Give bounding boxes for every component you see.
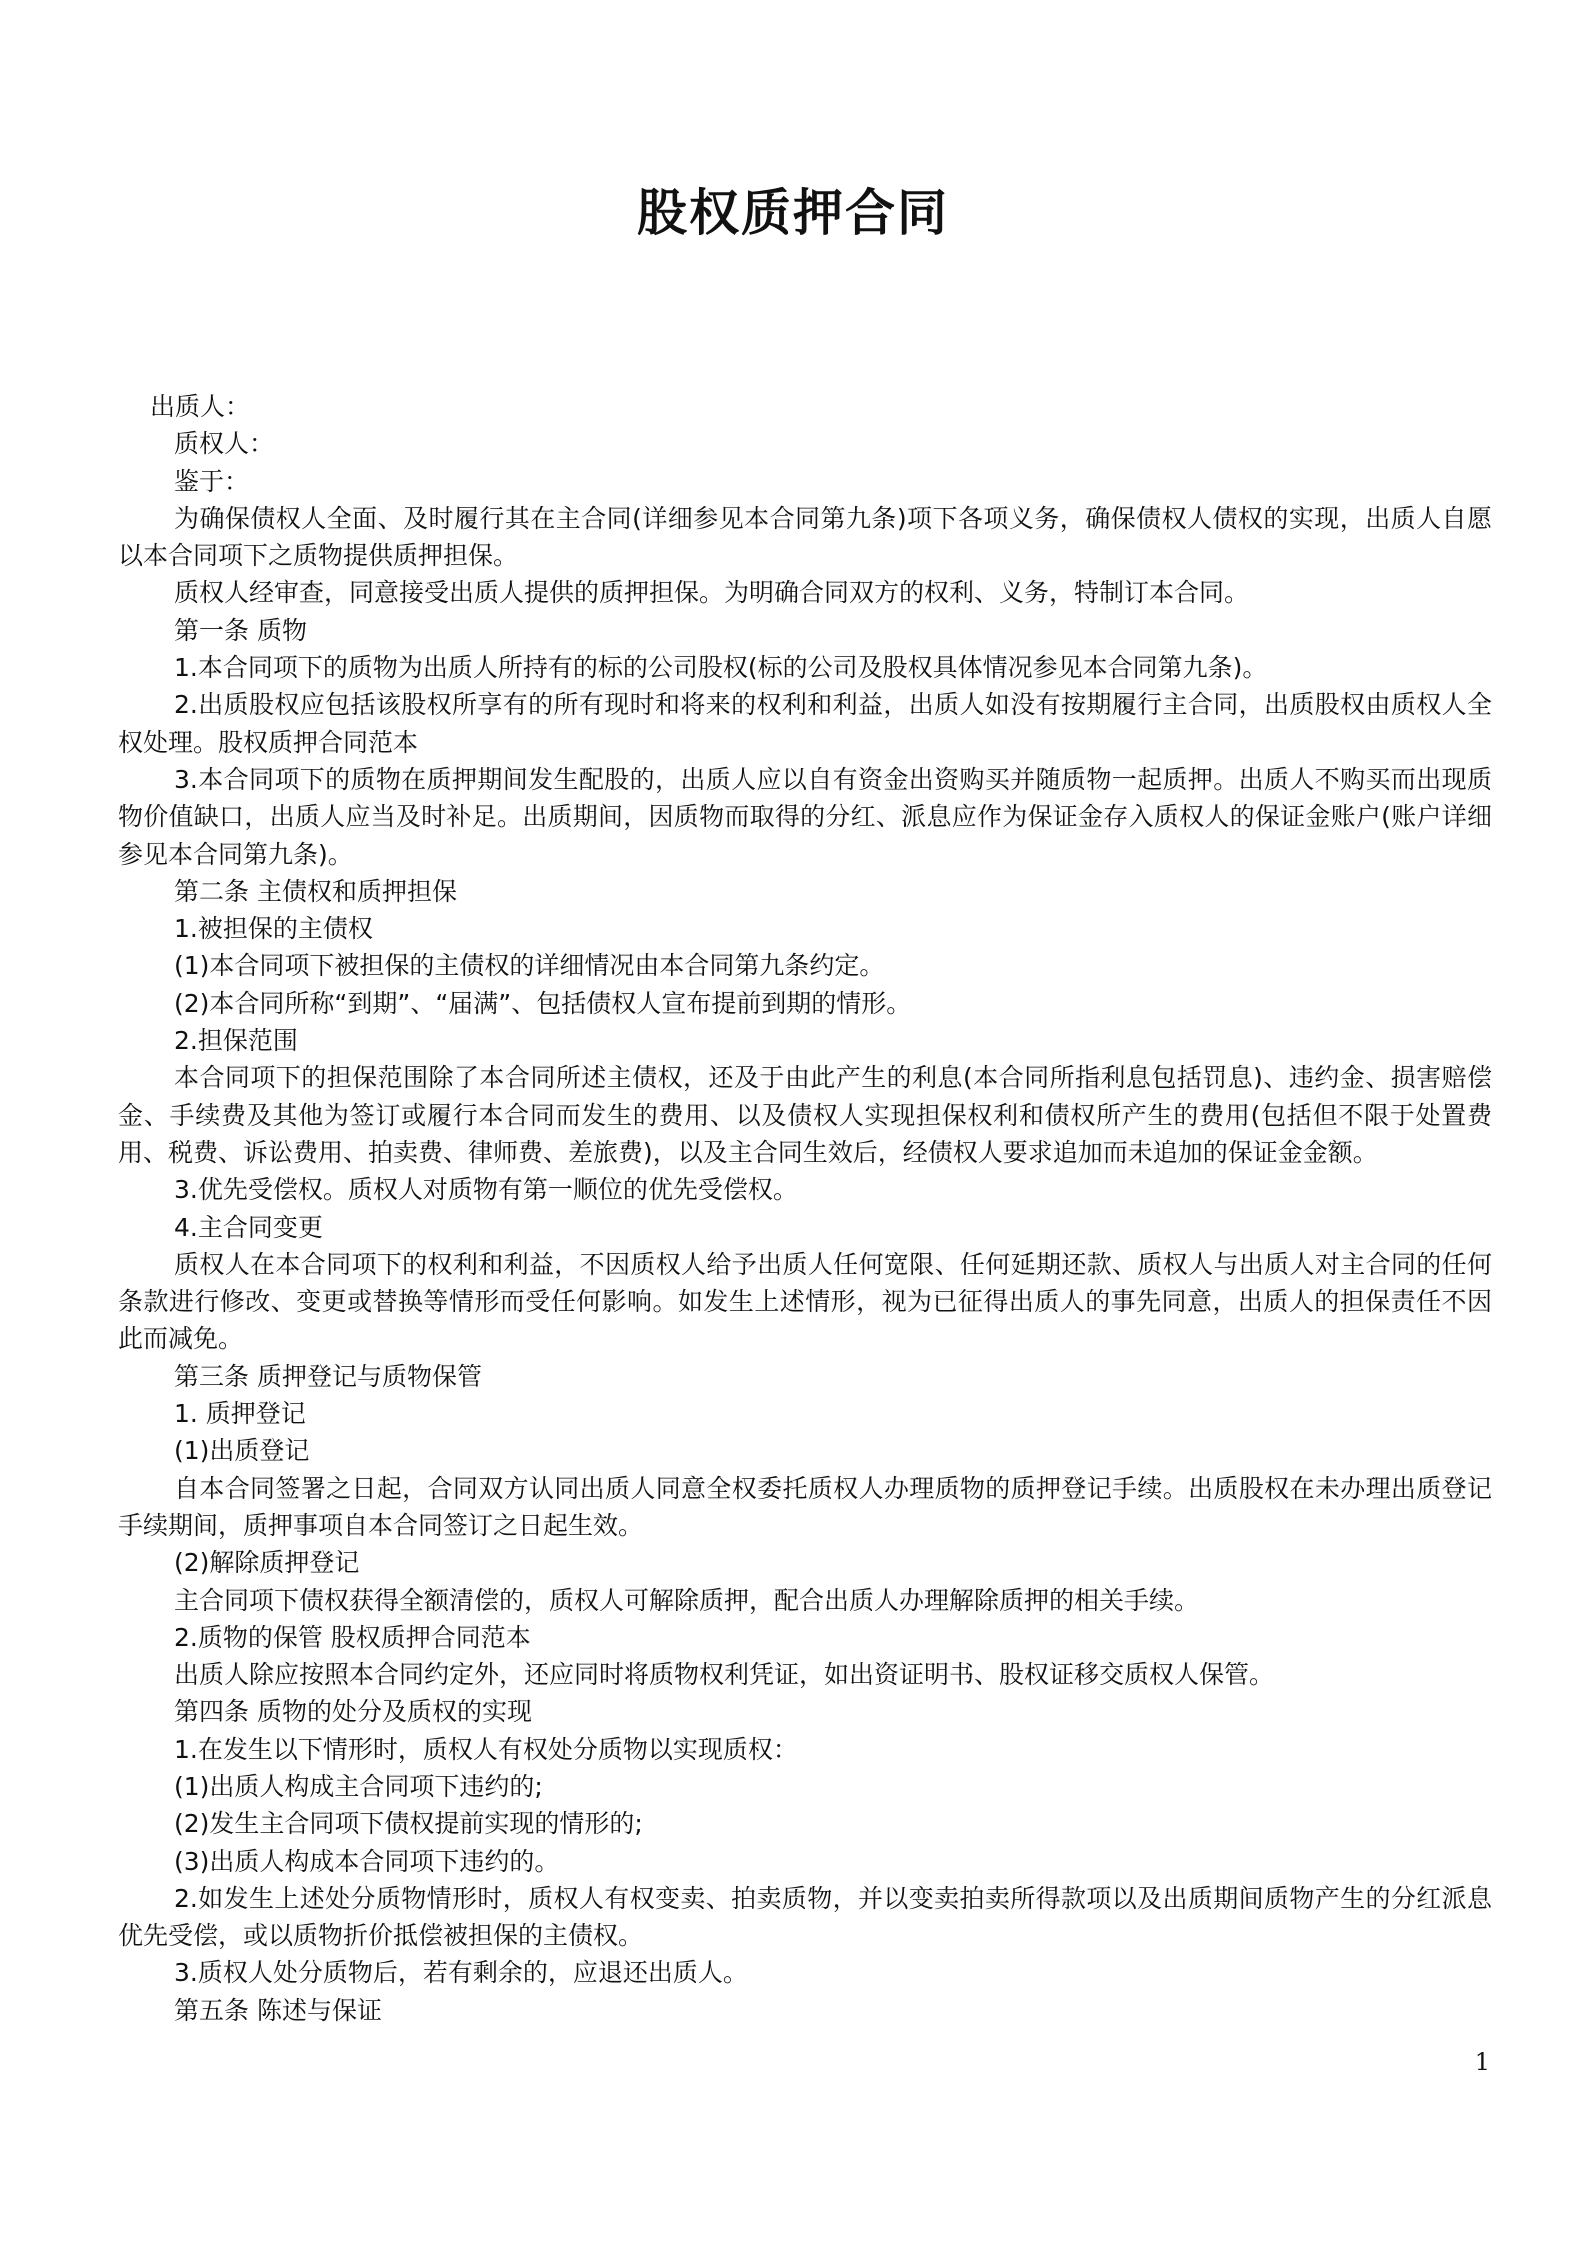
section-heading: 第五条 陈述与保证 (174, 1995, 382, 2025)
paragraph: 4.主合同变更 (174, 1212, 323, 1242)
paragraph: 1. 质押登记 (174, 1399, 306, 1429)
paragraph: (3)出质人构成本合同项下违约的。 (174, 1846, 560, 1876)
section-heading: 第二条 主债权和质押担保 (174, 876, 457, 906)
paragraph: 出质人除应按照本合同约定外，还应同时将质物权利凭证，如出资证明书、股权证移交质权人保管。 (174, 1660, 1275, 1690)
paragraph: 2.质物的保管 股权质押合同范本 (174, 1622, 531, 1652)
paragraph: (2)解除质押登记 (174, 1548, 360, 1578)
paragraph: 1.本合同项下的质物为出质人所持有的标的公司股权(标的公司及股权具体情况参见本合同第九条)。 (174, 653, 1268, 683)
page-number: 1 (1474, 2048, 1490, 2076)
paragraph: 自本合同签署之日起，合同双方认同出质人同意全权委托质权人办理质物的质押登记手续。出质股权在未办理出质登记手续期间，质押事项自本合同签订之日起生效。 (118, 1473, 1492, 1540)
paragraph: 出质人： (150, 392, 251, 421)
paragraph: 2.担保范围 (174, 1026, 298, 1056)
section-heading: 第一条 质物 (174, 615, 307, 645)
document-body (118, 388, 1492, 2029)
paragraph: 本合同项下的担保范围除了本合同所述主债权，还及于由此产生的利息(本合同所指利息包括罚息)、违约金、损害赔偿金、手续费及其他为签订或履行本合同而发生的费用、以及债权人实现担保权利和债权所产生的费用(包括但不限于处置费用、税费、诉讼费用、拍卖费、律师费、差旅费)，以及主合同生效后，经债权人要求追加而未追加的保证金金额。 (118, 1063, 1492, 1167)
section-heading: 第四条 质物的处分及质权的实现 (174, 1697, 532, 1727)
paragraph: 3.优先受偿权。质权人对质物有第一顺位的优先受偿权。 (174, 1175, 798, 1205)
paragraph: (2)本合同所称“到期”、“届满”、包括债权人宣布提前到期的情形。 (174, 988, 912, 1018)
paragraph: 质权人经审查，同意接受出质人提供的质押担保。为明确合同双方的权利、义务，特制订本合同。 (174, 578, 1250, 608)
paragraph: 2.如发生上述处分质物情形时，质权人有权变卖、拍卖质物，并以变卖拍卖所得款项以及出质期间质物产生的分红派息优先受偿，或以质物折价抵偿被担保的主债权。 (118, 1883, 1492, 1951)
paragraph: 主合同项下债权获得全额清偿的，质权人可解除质押，配合出质人办理解除质押的相关手续。 (174, 1585, 1200, 1615)
section-heading: 第三条 质押登记与质物保管 (174, 1361, 482, 1391)
paragraph: (1)出质登记 (174, 1436, 310, 1466)
paragraph: 3.质权人处分质物后，若有剩余的，应退还出质人。 (174, 1958, 748, 1988)
paragraph: (1)本合同项下被担保的主债权的详细情况由本合同第九条约定。 (174, 951, 885, 981)
paragraph: 为确保债权人全面、及时履行其在主合同(详细参见本合同第九条)项下各项义务，确保债权人债权的实现，出质人自愿以本合同项下之质物提供质押担保。 (118, 503, 1492, 571)
paragraph: 鉴于： (174, 466, 250, 496)
paragraph: (1)出质人构成主合同项下违约的; (174, 1771, 543, 1801)
paragraph: 质权人在本合同项下的权利和利益，不因质权人给予出质人任何宽限、任何延期还款、质权人与出质人对主合同的任何条款进行修改、变更或替换等情形而受任何影响。如发生上述情形，视为已征得出质人的事先同意，出质人的担保责任不因此而减免。 (118, 1249, 1492, 1354)
paragraph: 1.在发生以下情形时，质权人有权处分质物以实现质权： (174, 1734, 798, 1764)
document-title: 股权质押合同 (637, 184, 949, 242)
paragraph: 1.被担保的主债权 (174, 914, 373, 944)
paragraph: 2.出质股权应包括该股权所享有的所有现时和将来的权利和利益，出质人如没有按期履行主合同，出质股权由质权人全权处理。股权质押合同范本 (118, 690, 1492, 757)
paragraph: 3.本合同项下的质物在质押期间发生配股的，出质人应以自有资金出资购买并随质物一起质押。出质人不购买而出现质物价值缺口，出质人应当及时补足。出质期间，因质物而取得的分红、派息应作为保证金存入质权人的保证金账户(账户详细参见本合同第九条)。 (118, 764, 1492, 869)
paragraph: 质权人： (174, 429, 275, 459)
paragraph: (2)发生主合同项下债权提前实现的情形的; (174, 1809, 643, 1839)
